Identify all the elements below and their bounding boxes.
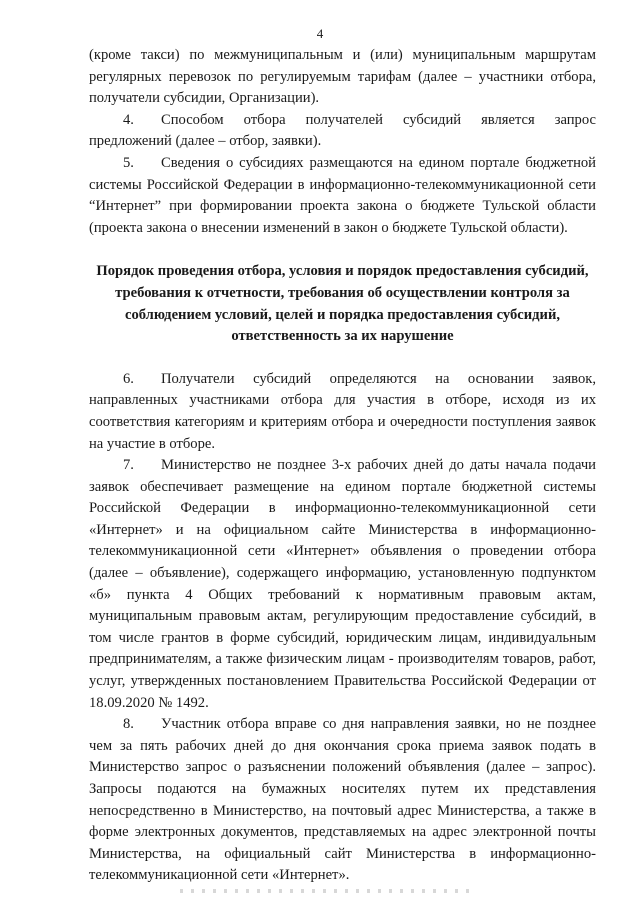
paragraph-text: (кроме такси) по межмуниципальным и (или) муниципальным маршрутам регулярных перевозок по регулируемым тарифам (далее – участники отбора, получатели субсидии, Организации). [89, 47, 596, 107]
paragraph-4 [89, 110, 596, 153]
paragraph-number: 4. [123, 111, 134, 128]
paragraph-text: Участник отбора вправе со дня направления заявки, но не позднее чем за пять рабочих дней до дня окончания срока приема заявок подать в Министерство запрос о разъяснении положений объявления (далее – запрос). Запросы подаются на бумажных носителях путем их представления непосредственно в Министерство, на почтовый адрес Министерства, а также в форме электронных документов, представляемых на адрес электронной почты Министерства, на официальный сайт Министерства в информационно-телекоммуникационной сети «Интернет». [89, 716, 596, 884]
paragraph-text: Получатели субсидий определяются на основании заявок, направленных участниками отбора для участия в отборе, исходя из их соответствия категориям и критериям отбора и очередности поступления заявок на участие в отборе. [89, 370, 596, 452]
paragraph-5 [89, 153, 596, 239]
paragraph-number: 8. [123, 716, 134, 733]
paragraph-text: Сведения о субсидиях размещаются на едином портале бюджетной системы Российской Федерации в информационно-телекоммуникационной сети “Интернет” при формировании проекта закона о бюджете Тульской области (проекта закона о внесении изменений в закон о бюджете Тульской области). [89, 154, 596, 236]
page-number: 4 [316, 26, 324, 41]
scan-artifact [180, 889, 470, 893]
paragraph-text: Способом отбора получателей субсидий является запрос предложений (далее – отбор, заявки). [89, 111, 596, 150]
document-body [89, 45, 596, 887]
paragraph-7 [89, 455, 596, 714]
section-title: Порядок проведения отбора, условия и порядок предоставления субсидий, требования к отчетности, требования об осуществлении контроля за соблюдением условий, целей и порядка предоставления субсидий, ответственность за их нарушение [96, 263, 589, 345]
paragraph-6 [89, 369, 596, 455]
paragraph-number: 7. [123, 457, 134, 474]
paragraph-8 [89, 714, 596, 887]
paragraph-number: 5. [123, 154, 134, 171]
paragraph-text: Министерство не позднее 3-х рабочих дней до даты начала подачи заявок обеспечивает размещение на едином портале бюджетной системы Российской Федерации в информационно-телекоммуникационной сети «Интернет» и на официальном сайте Министерства в информационно-телекоммуникационной сети «Интернет» объявления о проведении отбора (далее – объявление), содержащего информацию, установленную подпунктом «б» пункта 4 Общих требований к нормативным правовым актам, муниципальным правовым актам, регулирующим предоставление субсидий, в том числе грантов в форме субсидий, юридическим лицам, индивидуальным предпринимателям, а также физическим лицам - производителям товаров, работ, услуг, утвержденных постановлением Правительства Российской Федерации от 18.09.2020 № 1492. [89, 457, 596, 711]
paragraph-number: 6. [123, 370, 134, 387]
paragraph-continuation [89, 45, 596, 110]
